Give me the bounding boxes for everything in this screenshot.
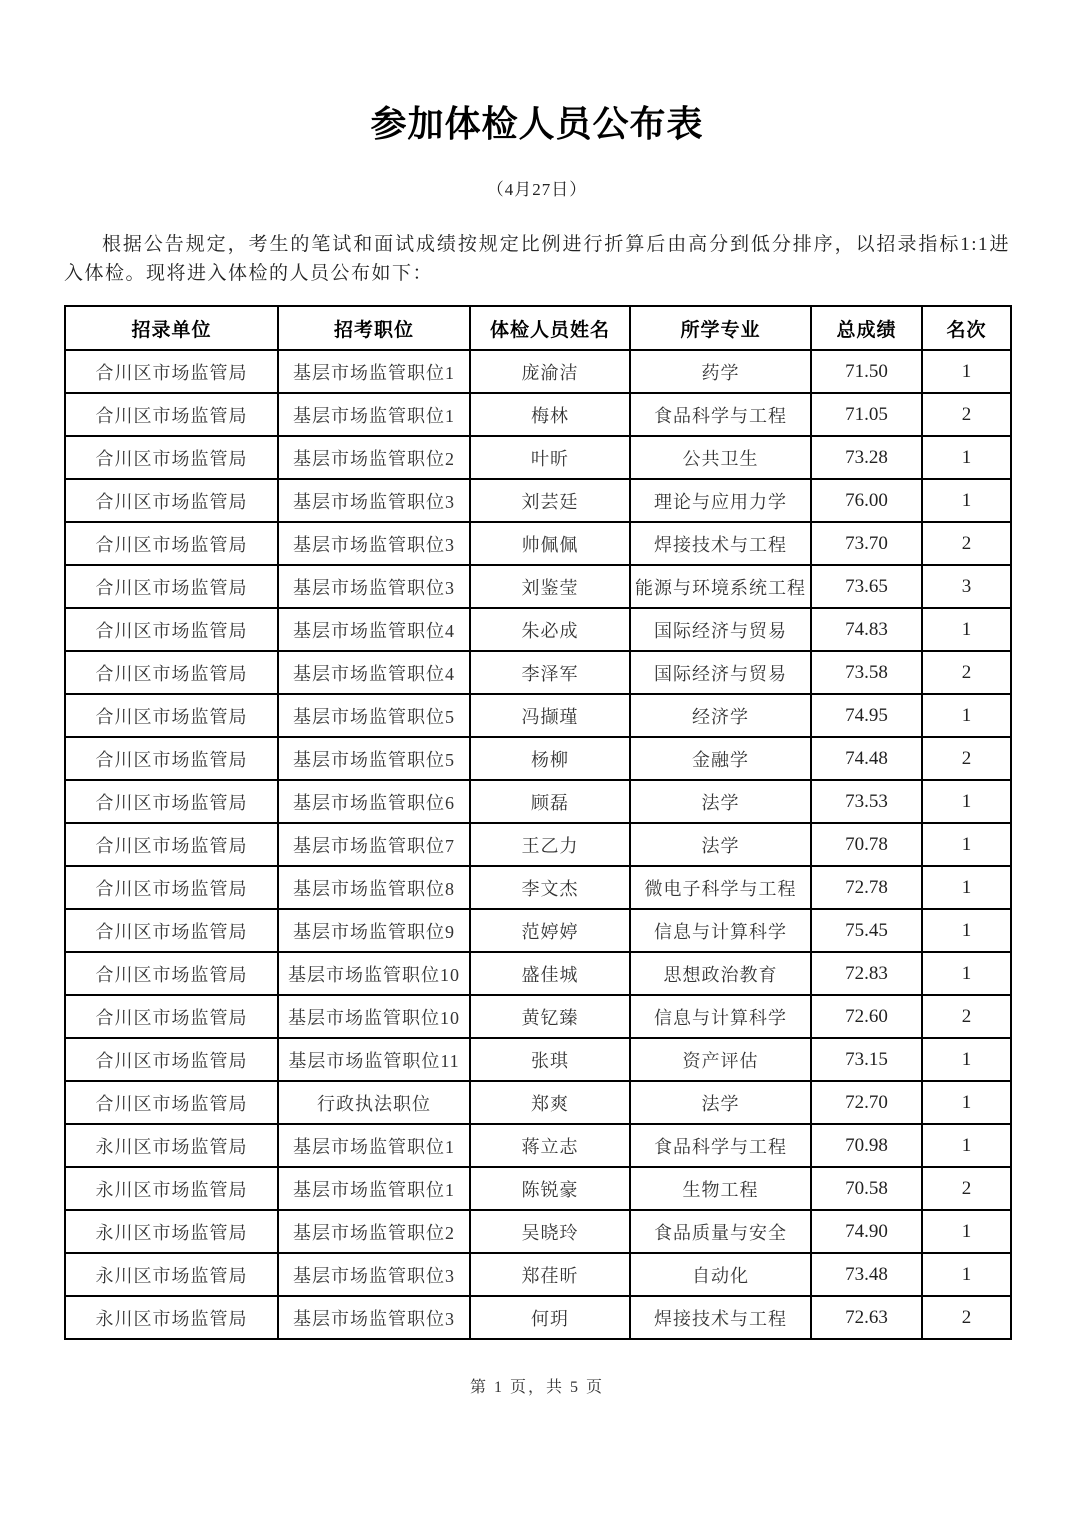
cell-candidate-name: 郑爽 [470, 1081, 630, 1124]
cell-recruiting-unit: 永川区市场监管局 [65, 1296, 278, 1339]
table-header-row [65, 306, 1011, 350]
cell-position: 基层市场监管职位4 [278, 651, 470, 694]
cell-major: 思想政治教育 [630, 952, 811, 995]
table-row [65, 909, 1011, 952]
cell-major: 食品质量与安全 [630, 1210, 811, 1253]
cell-candidate-name: 王乙力 [470, 823, 630, 866]
cell-candidate-name: 朱必成 [470, 608, 630, 651]
cell-total-score: 74.90 [811, 1210, 922, 1253]
page-title: 参加体检人员公布表 [370, 103, 704, 144]
cell-total-score: 71.50 [811, 350, 922, 393]
table-row [65, 823, 1011, 866]
cell-recruiting-unit: 永川区市场监管局 [65, 1167, 278, 1210]
table-row [65, 436, 1011, 479]
cell-major: 药学 [630, 350, 811, 393]
page-number: 第 1 页，共 5 页 [469, 1379, 604, 1396]
header-rank: 名次 [922, 306, 1011, 350]
table-row [65, 565, 1011, 608]
cell-position: 基层市场监管职位10 [278, 995, 470, 1038]
cell-candidate-name: 杨柳 [470, 737, 630, 780]
cell-position: 基层市场监管职位7 [278, 823, 470, 866]
cell-total-score: 73.65 [811, 565, 922, 608]
table-body [65, 350, 1011, 1339]
cell-rank: 2 [922, 1296, 1011, 1339]
cell-recruiting-unit: 合川区市场监管局 [65, 909, 278, 952]
cell-candidate-name: 李文杰 [470, 866, 630, 909]
cell-total-score: 73.70 [811, 522, 922, 565]
cell-recruiting-unit: 合川区市场监管局 [65, 952, 278, 995]
table-row [65, 1296, 1011, 1339]
table-row [65, 866, 1011, 909]
cell-candidate-name: 郑荏昕 [470, 1253, 630, 1296]
table-row [65, 1124, 1011, 1167]
cell-position: 基层市场监管职位8 [278, 866, 470, 909]
cell-major: 焊接技术与工程 [630, 1296, 811, 1339]
cell-major: 微电子科学与工程 [630, 866, 811, 909]
cell-rank: 1 [922, 694, 1011, 737]
cell-candidate-name: 何玥 [470, 1296, 630, 1339]
cell-rank: 2 [922, 737, 1011, 780]
cell-recruiting-unit: 合川区市场监管局 [65, 737, 278, 780]
cell-major: 理论与应用力学 [630, 479, 811, 522]
cell-position: 行政执法职位 [278, 1081, 470, 1124]
cell-rank: 1 [922, 1038, 1011, 1081]
cell-candidate-name: 叶昕 [470, 436, 630, 479]
cell-total-score: 70.78 [811, 823, 922, 866]
cell-position: 基层市场监管职位2 [278, 1210, 470, 1253]
cell-candidate-name: 盛佳城 [470, 952, 630, 995]
cell-position: 基层市场监管职位1 [278, 1167, 470, 1210]
table-row [65, 1253, 1011, 1296]
cell-rank: 1 [922, 608, 1011, 651]
header-candidate-name: 体检人员姓名 [470, 306, 630, 350]
table-row [65, 479, 1011, 522]
cell-rank: 3 [922, 565, 1011, 608]
table-row [65, 780, 1011, 823]
cell-rank: 2 [922, 995, 1011, 1038]
cell-rank: 1 [922, 479, 1011, 522]
cell-rank: 1 [922, 780, 1011, 823]
cell-major: 生物工程 [630, 1167, 811, 1210]
header-total-score: 总成绩 [811, 306, 922, 350]
cell-candidate-name: 吴晓玲 [470, 1210, 630, 1253]
cell-major: 信息与计算科学 [630, 909, 811, 952]
cell-candidate-name: 蒋立志 [470, 1124, 630, 1167]
cell-major: 经济学 [630, 694, 811, 737]
cell-recruiting-unit: 永川区市场监管局 [65, 1210, 278, 1253]
cell-position: 基层市场监管职位3 [278, 1253, 470, 1296]
cell-candidate-name: 刘鉴莹 [470, 565, 630, 608]
cell-recruiting-unit: 永川区市场监管局 [65, 1124, 278, 1167]
cell-recruiting-unit: 合川区市场监管局 [65, 608, 278, 651]
cell-recruiting-unit: 合川区市场监管局 [65, 479, 278, 522]
cell-rank: 1 [922, 1253, 1011, 1296]
cell-recruiting-unit: 合川区市场监管局 [65, 1038, 278, 1081]
intro-paragraph: 根据公告规定，考生的笔试和面试成绩按规定比例进行折算后由高分到低分排序，以招录指标1:1进入体检。现将进入体检的人员公布如下： [64, 234, 1010, 284]
cell-position: 基层市场监管职位5 [278, 737, 470, 780]
cell-total-score: 74.95 [811, 694, 922, 737]
cell-rank: 1 [922, 952, 1011, 995]
header-major: 所学专业 [630, 306, 811, 350]
cell-total-score: 70.98 [811, 1124, 922, 1167]
cell-recruiting-unit: 合川区市场监管局 [65, 522, 278, 565]
cell-candidate-name: 张琪 [470, 1038, 630, 1081]
cell-major: 食品科学与工程 [630, 1124, 811, 1167]
cell-rank: 1 [922, 350, 1011, 393]
cell-total-score: 73.28 [811, 436, 922, 479]
cell-position: 基层市场监管职位10 [278, 952, 470, 995]
header-recruiting-unit: 招录单位 [65, 306, 278, 350]
cell-position: 基层市场监管职位1 [278, 1124, 470, 1167]
cell-total-score: 73.15 [811, 1038, 922, 1081]
cell-candidate-name: 帅佩佩 [470, 522, 630, 565]
cell-recruiting-unit: 合川区市场监管局 [65, 651, 278, 694]
cell-position: 基层市场监管职位3 [278, 479, 470, 522]
table-row [65, 651, 1011, 694]
cell-recruiting-unit: 合川区市场监管局 [65, 866, 278, 909]
table-row [65, 737, 1011, 780]
table-row [65, 1167, 1011, 1210]
cell-position: 基层市场监管职位2 [278, 436, 470, 479]
cell-candidate-name: 庞渝洁 [470, 350, 630, 393]
cell-major: 国际经济与贸易 [630, 651, 811, 694]
cell-total-score: 71.05 [811, 393, 922, 436]
table-row [65, 1210, 1011, 1253]
cell-recruiting-unit: 永川区市场监管局 [65, 1253, 278, 1296]
medical-exam-roster-table [64, 305, 1012, 1340]
cell-rank: 1 [922, 866, 1011, 909]
cell-position: 基层市场监管职位1 [278, 350, 470, 393]
cell-total-score: 76.00 [811, 479, 922, 522]
table-row [65, 995, 1011, 1038]
cell-candidate-name: 顾磊 [470, 780, 630, 823]
cell-total-score: 72.60 [811, 995, 922, 1038]
cell-candidate-name: 范婷婷 [470, 909, 630, 952]
cell-rank: 1 [922, 436, 1011, 479]
cell-position: 基层市场监管职位1 [278, 393, 470, 436]
cell-major: 国际经济与贸易 [630, 608, 811, 651]
table-row [65, 393, 1011, 436]
table-row [65, 1081, 1011, 1124]
cell-position: 基层市场监管职位3 [278, 1296, 470, 1339]
cell-position: 基层市场监管职位5 [278, 694, 470, 737]
table-row [65, 608, 1011, 651]
cell-candidate-name: 李泽军 [470, 651, 630, 694]
cell-position: 基层市场监管职位3 [278, 522, 470, 565]
table-row [65, 522, 1011, 565]
cell-total-score: 72.70 [811, 1081, 922, 1124]
cell-rank: 2 [922, 1167, 1011, 1210]
cell-rank: 1 [922, 1081, 1011, 1124]
cell-recruiting-unit: 合川区市场监管局 [65, 1081, 278, 1124]
cell-major: 能源与环境系统工程 [630, 565, 811, 608]
cell-recruiting-unit: 合川区市场监管局 [65, 995, 278, 1038]
cell-total-score: 72.78 [811, 866, 922, 909]
cell-rank: 1 [922, 1210, 1011, 1253]
table-row [65, 350, 1011, 393]
cell-major: 焊接技术与工程 [630, 522, 811, 565]
cell-major: 食品科学与工程 [630, 393, 811, 436]
cell-rank: 1 [922, 1124, 1011, 1167]
cell-major: 法学 [630, 780, 811, 823]
cell-total-score: 73.53 [811, 780, 922, 823]
header-position: 招考职位 [278, 306, 470, 350]
cell-total-score: 73.58 [811, 651, 922, 694]
cell-rank: 2 [922, 393, 1011, 436]
table-row [65, 694, 1011, 737]
cell-position: 基层市场监管职位9 [278, 909, 470, 952]
table-row [65, 952, 1011, 995]
cell-candidate-name: 黄钇臻 [470, 995, 630, 1038]
cell-recruiting-unit: 合川区市场监管局 [65, 694, 278, 737]
cell-major: 法学 [630, 823, 811, 866]
cell-recruiting-unit: 合川区市场监管局 [65, 350, 278, 393]
cell-major: 资产评估 [630, 1038, 811, 1081]
cell-total-score: 72.63 [811, 1296, 922, 1339]
cell-position: 基层市场监管职位3 [278, 565, 470, 608]
cell-rank: 1 [922, 823, 1011, 866]
cell-major: 金融学 [630, 737, 811, 780]
cell-candidate-name: 梅林 [470, 393, 630, 436]
cell-candidate-name: 冯撷瑾 [470, 694, 630, 737]
cell-position: 基层市场监管职位11 [278, 1038, 470, 1081]
cell-recruiting-unit: 合川区市场监管局 [65, 780, 278, 823]
date-line: （4月27日） [486, 180, 588, 199]
cell-major: 公共卫生 [630, 436, 811, 479]
cell-total-score: 75.45 [811, 909, 922, 952]
cell-total-score: 73.48 [811, 1253, 922, 1296]
cell-recruiting-unit: 合川区市场监管局 [65, 393, 278, 436]
cell-position: 基层市场监管职位6 [278, 780, 470, 823]
cell-rank: 2 [922, 651, 1011, 694]
cell-major: 自动化 [630, 1253, 811, 1296]
table-row [65, 1038, 1011, 1081]
cell-recruiting-unit: 合川区市场监管局 [65, 823, 278, 866]
cell-recruiting-unit: 合川区市场监管局 [65, 436, 278, 479]
cell-major: 法学 [630, 1081, 811, 1124]
cell-rank: 2 [922, 522, 1011, 565]
cell-recruiting-unit: 合川区市场监管局 [65, 565, 278, 608]
cell-rank: 1 [922, 909, 1011, 952]
cell-candidate-name: 刘芸廷 [470, 479, 630, 522]
cell-total-score: 72.83 [811, 952, 922, 995]
cell-total-score: 70.58 [811, 1167, 922, 1210]
cell-candidate-name: 陈锐豪 [470, 1167, 630, 1210]
cell-position: 基层市场监管职位4 [278, 608, 470, 651]
cell-major: 信息与计算科学 [630, 995, 811, 1038]
cell-total-score: 74.83 [811, 608, 922, 651]
cell-total-score: 74.48 [811, 737, 922, 780]
